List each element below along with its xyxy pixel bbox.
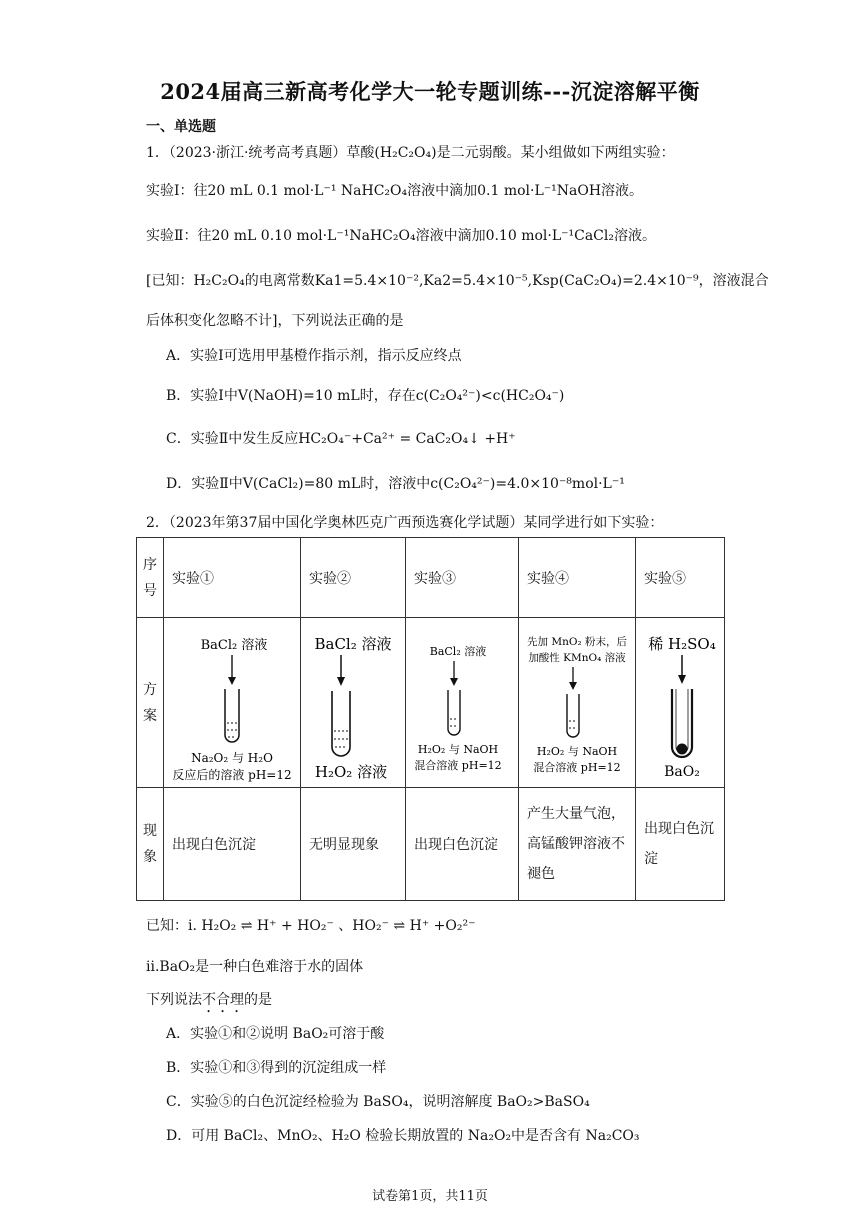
row-head-number: 序号 bbox=[137, 538, 164, 618]
q2-option-d[interactable]: D．可用 BaCl₂、MnO₂、H₂O 检验长期放置的 Na₂O₂中是否含有 Na₂CO₃ bbox=[166, 1128, 640, 1144]
experiment-table bbox=[136, 537, 725, 901]
q1-stem: 1．（2023·浙江·统考高考真题）草酸(H₂C₂O₄)是二元弱酸。某小组做如下两组实验： bbox=[146, 145, 675, 161]
scheme-bottom-5: BaO₂ bbox=[664, 763, 700, 780]
row-head-phenomenon: 现象 bbox=[137, 788, 164, 901]
q1-option-d[interactable]: D．实验Ⅱ中V(CaCl₂)=80 mL时，溶液中c(C₂O₄²⁻)=4.0×10⁻⁸mol·L⁻¹ bbox=[166, 476, 625, 492]
scheme-1 bbox=[164, 618, 301, 788]
scheme-2 bbox=[301, 618, 406, 788]
test-tube-diagram-4 bbox=[519, 623, 635, 783]
scheme-5 bbox=[636, 618, 725, 788]
svg-text:H₂O₂ 与 NaOH: H₂O₂ 与 NaOH bbox=[536, 744, 618, 758]
table-row bbox=[137, 618, 725, 788]
svg-text:混合溶液 pH=12: 混合溶液 pH=12 bbox=[533, 760, 621, 774]
page-footer: 试卷第1页，共11页 bbox=[372, 1189, 488, 1204]
test-tube-diagram-5 bbox=[636, 623, 724, 783]
exp-header-1: 实验① bbox=[164, 538, 301, 618]
phenomenon-5: 出现白色沉淀 bbox=[636, 788, 725, 901]
table-row bbox=[137, 538, 725, 618]
page-title: 2024届高三新高考化学大一轮专题训练---沉淀溶解平衡 bbox=[160, 79, 700, 104]
q2-known-1: 已知：i. H₂O₂ ⇌ H⁺ + HO₂⁻ 、HO₂⁻ ⇌ H⁺ +O₂²⁻ bbox=[146, 918, 476, 934]
q2-stem: 2．（2023年第37届中国化学奥林匹克广西预选赛化学试题）某同学进行如下实验： bbox=[146, 515, 664, 531]
test-tube-diagram-2 bbox=[301, 623, 405, 783]
phenomenon-2: 无明显现象 bbox=[301, 788, 406, 901]
test-tube-diagram-3 bbox=[406, 623, 518, 783]
q2-question-post: 的是 bbox=[244, 992, 272, 1008]
scheme-4 bbox=[519, 618, 636, 788]
scheme-top-2: BaCl₂ 溶液 bbox=[314, 634, 392, 653]
svg-text:混合溶液 pH=12: 混合溶液 pH=12 bbox=[414, 758, 502, 772]
q1-known: [已知：H₂C₂O₄的电离常数Ka1=5.4×10⁻²,Ka2=5.4×10⁻⁵,Ksp(CaC₂O₄)=2.4×10⁻⁹，溶液混合 bbox=[146, 273, 769, 289]
exp-header-5: 实验⑤ bbox=[636, 538, 725, 618]
q1-option-b[interactable]: B．实验Ⅰ中V(NaOH)=10 mL时，存在c(C₂O₄²⁻)<c(HC₂O₄⁻) bbox=[166, 388, 565, 404]
phenomenon-1: 出现白色沉淀 bbox=[164, 788, 301, 901]
q1-exp1: 实验Ⅰ：往20 mL 0.1 mol·L⁻¹ NaHC₂O₄溶液中滴加0.1 mol·L⁻¹NaOH溶液。 bbox=[146, 183, 644, 199]
section-heading: 一、单选题 bbox=[146, 119, 216, 135]
q1-option-c[interactable]: C．实验Ⅱ中发生反应HC₂O₄⁻+Ca²⁺ = CaC₂O₄↓ +H⁺ bbox=[166, 431, 516, 447]
q2-option-a[interactable]: A．实验①和②说明 BaO₂可溶于酸 bbox=[166, 1026, 385, 1042]
q2-option-b[interactable]: B．实验①和③得到的沉淀组成一样 bbox=[166, 1060, 387, 1076]
q2-option-c[interactable]: C．实验⑤的白色沉淀经检验为 BaSO₄，说明溶解度 BaO₂>BaSO₄ bbox=[166, 1094, 590, 1110]
scheme-top-3: BaCl₂ 溶液 bbox=[429, 644, 487, 658]
exp-header-2: 实验② bbox=[301, 538, 406, 618]
scheme-bottom-2: H₂O₂ 溶液 bbox=[314, 762, 388, 781]
table-row bbox=[137, 788, 725, 901]
svg-text:H₂O₂ 与 NaOH: H₂O₂ 与 NaOH bbox=[417, 742, 499, 756]
q1-exp2: 实验Ⅱ：往20 mL 0.10 mol·L⁻¹NaHC₂O₄溶液中滴加0.10 mol·L⁻¹CaCl₂溶液。 bbox=[146, 228, 656, 244]
scheme-3 bbox=[406, 618, 519, 788]
svg-text:先加 MnO₂ 粉末，后: 先加 MnO₂ 粉末，后 bbox=[526, 635, 628, 648]
q2-known-2: ii.BaO₂是一种白色难溶于水的固体 bbox=[146, 959, 364, 975]
svg-text:加酸性 KMnO₄ 溶液: 加酸性 KMnO₄ 溶液 bbox=[528, 651, 626, 664]
q1-known-cont: 后体积变化忽略不计]，下列说法正确的是 bbox=[146, 313, 404, 329]
scheme-top-5: 稀 H₂SO₄ bbox=[648, 634, 716, 653]
q2-question-pre: 下列说法 bbox=[146, 992, 202, 1008]
phenomenon-3: 出现白色沉淀 bbox=[406, 788, 519, 901]
svg-text:Na₂O₂ 与 H₂O: Na₂O₂ 与 H₂O bbox=[191, 750, 273, 765]
svg-text:反应后的溶液 pH=12: 反应后的溶液 pH=12 bbox=[172, 767, 292, 782]
row-head-scheme: 方案 bbox=[137, 618, 164, 788]
q1-option-a[interactable]: A．实验Ⅰ可选用甲基橙作指示剂，指示反应终点 bbox=[166, 348, 462, 364]
exp-header-4: 实验④ bbox=[519, 538, 636, 618]
precipitate-icon bbox=[677, 743, 688, 754]
scheme-top-1: BaCl₂ 溶液 bbox=[200, 637, 268, 653]
test-tube-diagram-1 bbox=[164, 623, 300, 783]
q2-question bbox=[146, 989, 272, 1016]
q2-question-emphasis: 不合理 bbox=[202, 992, 244, 1008]
exp-header-3: 实验③ bbox=[406, 538, 519, 618]
phenomenon-4: 产生大量气泡，高锰酸钾溶液不褪色 bbox=[519, 788, 636, 901]
